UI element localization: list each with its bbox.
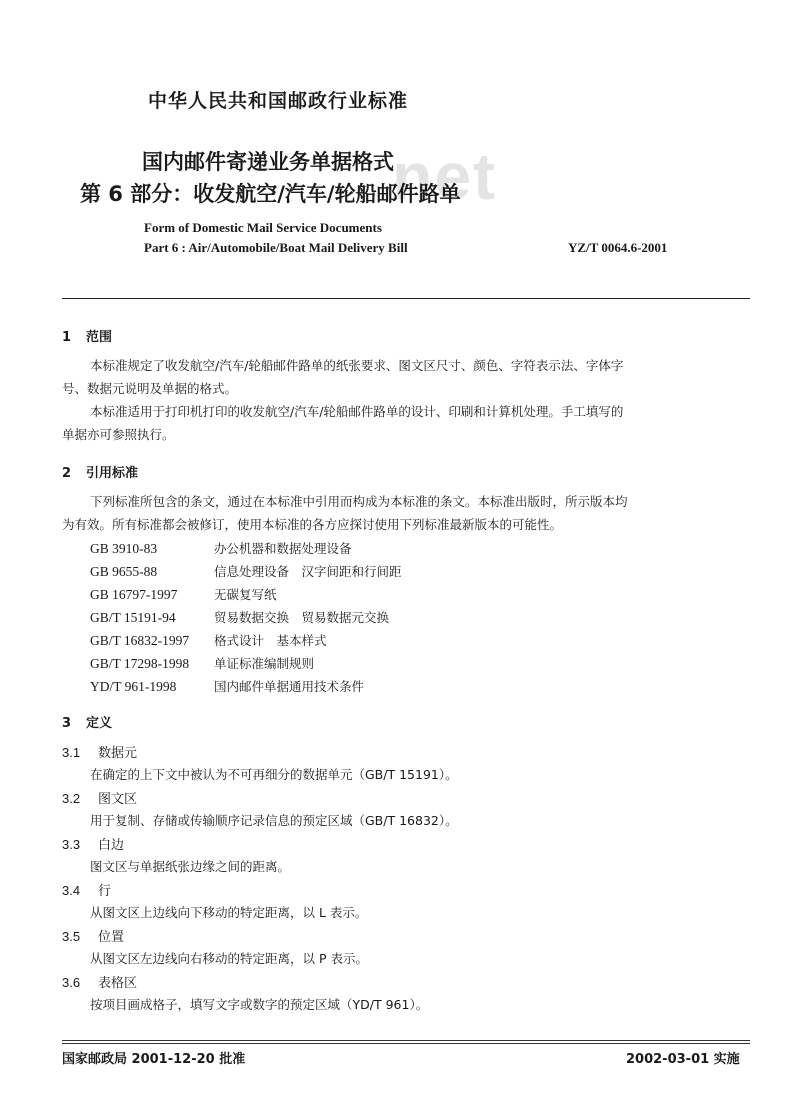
- text-line: 本标准规定了收发航空/汽车/轮船邮件路单的纸张要求、图文区尺寸、颜色、字符表示法、字体字: [90, 358, 624, 373]
- term-definition: 图文区与单据纸张边缘之间的距离。: [90, 859, 291, 874]
- text-line: 单据亦可参照执行。: [62, 427, 175, 442]
- section-2-heading: [62, 462, 138, 481]
- term-number: 3.4: [62, 883, 81, 898]
- english-title-line2: Part 6 : Air/Automobile/Boat Mail Delivery Bill: [144, 240, 408, 255]
- reference-name: 国内邮件单据通用技术条件: [214, 679, 365, 694]
- scope-paragraph-1: [62, 354, 752, 400]
- term-heading: [62, 880, 111, 899]
- document-title-line1: 国内邮件寄递业务单据格式: [142, 150, 394, 174]
- term-number: 3.3: [62, 837, 81, 852]
- term-number: 3.1: [62, 745, 81, 760]
- term-name: 行: [98, 884, 112, 899]
- term-definition: 按项目画成格子，填写文字或数字的预定区域（YD/T 961）。: [90, 997, 429, 1012]
- reference-name: 格式设计 基本样式: [214, 633, 327, 648]
- reference-name: 信息处理设备 汉字间距和行间距: [214, 564, 402, 579]
- section-title: 定义: [86, 716, 113, 731]
- header-divider: [62, 298, 750, 299]
- reference-code: GB 3910-83: [90, 541, 158, 556]
- term-name: 白边: [98, 838, 125, 853]
- footer-divider-bottom: [62, 1043, 750, 1044]
- term-name: 位置: [98, 930, 125, 945]
- footer-divider-top: [62, 1040, 750, 1041]
- term-definition: 从图文区上边线向下移动的特定距离，以 L 表示。: [90, 905, 368, 920]
- watermark: net: [392, 139, 497, 213]
- term-name: 图文区: [98, 792, 138, 807]
- reference-name: 单证标准编制规则: [214, 656, 315, 671]
- reference-code: GB 9655-88: [90, 564, 158, 579]
- term-name: 数据元: [98, 746, 138, 761]
- section-number: 3: [62, 716, 72, 731]
- issuing-organization: 中华人民共和国邮政行业标准: [148, 90, 409, 112]
- section-1-heading: [62, 326, 112, 345]
- term-definition: 在确定的上下文中被认为不可再细分的数据单元（GB/T 15191）。: [90, 767, 458, 782]
- reference-name: 贸易数据交换 贸易数据元交换: [214, 610, 390, 625]
- scope-paragraph-2: [62, 400, 752, 446]
- term-heading: [62, 742, 137, 761]
- term-definition: 用于复制、存储或传输顺序记录信息的预定区域（GB/T 16832）。: [90, 813, 458, 828]
- text-line: 下列标准所包含的条文，通过在本标准中引用而构成为本标准的条文。本标准出版时，所示版本均: [90, 494, 628, 509]
- reference-code: GB/T 17298-1998: [90, 656, 190, 671]
- reference-name: 无碳复写纸: [214, 587, 277, 602]
- reference-code: GB 16797-1997: [90, 587, 178, 602]
- approval-date: 国家邮政局 2001-12-20 批准: [62, 1052, 246, 1067]
- term-definition: 从图文区左边线向右移动的特定距离，以 P 表示。: [90, 951, 368, 966]
- reference-code: GB/T 15191-94: [90, 610, 176, 625]
- document-title-line2: 第 6 部分：收发航空/汽车/轮船邮件路单: [80, 182, 461, 206]
- section-number: 1: [62, 330, 72, 345]
- section-title: 范围: [86, 330, 113, 345]
- reference-name: 办公机器和数据处理设备: [214, 541, 352, 556]
- section-number: 2: [62, 466, 72, 481]
- reference-code: YD/T 961-1998: [90, 679, 177, 694]
- term-number: 3.6: [62, 975, 81, 990]
- text-line: 为有效。所有标准都会被修订，使用本标准的各方应探讨使用下列标准最新版本的可能性。: [62, 517, 563, 532]
- standard-number: YZ/T 0064.6-2001: [568, 240, 668, 255]
- term-number: 3.2: [62, 791, 81, 806]
- term-heading: [62, 788, 137, 807]
- reference-code: GB/T 16832-1997: [90, 633, 190, 648]
- references-intro: [62, 490, 752, 536]
- english-title-line1: Form of Domestic Mail Service Documents: [144, 220, 382, 235]
- term-heading: [62, 834, 124, 853]
- term-number: 3.5: [62, 929, 81, 944]
- section-title: 引用标准: [86, 466, 139, 481]
- effective-date: 2002-03-01 实施: [626, 1052, 740, 1067]
- term-heading: [62, 972, 137, 991]
- term-heading: [62, 926, 124, 945]
- text-line: 本标准适用于打印机打印的收发航空/汽车/轮船邮件路单的设计、印刷和计算机处理。手工填写的: [90, 404, 624, 419]
- term-name: 表格区: [98, 976, 138, 991]
- text-line: 号、数据元说明及单据的格式。: [62, 381, 238, 396]
- section-3-heading: [62, 712, 112, 731]
